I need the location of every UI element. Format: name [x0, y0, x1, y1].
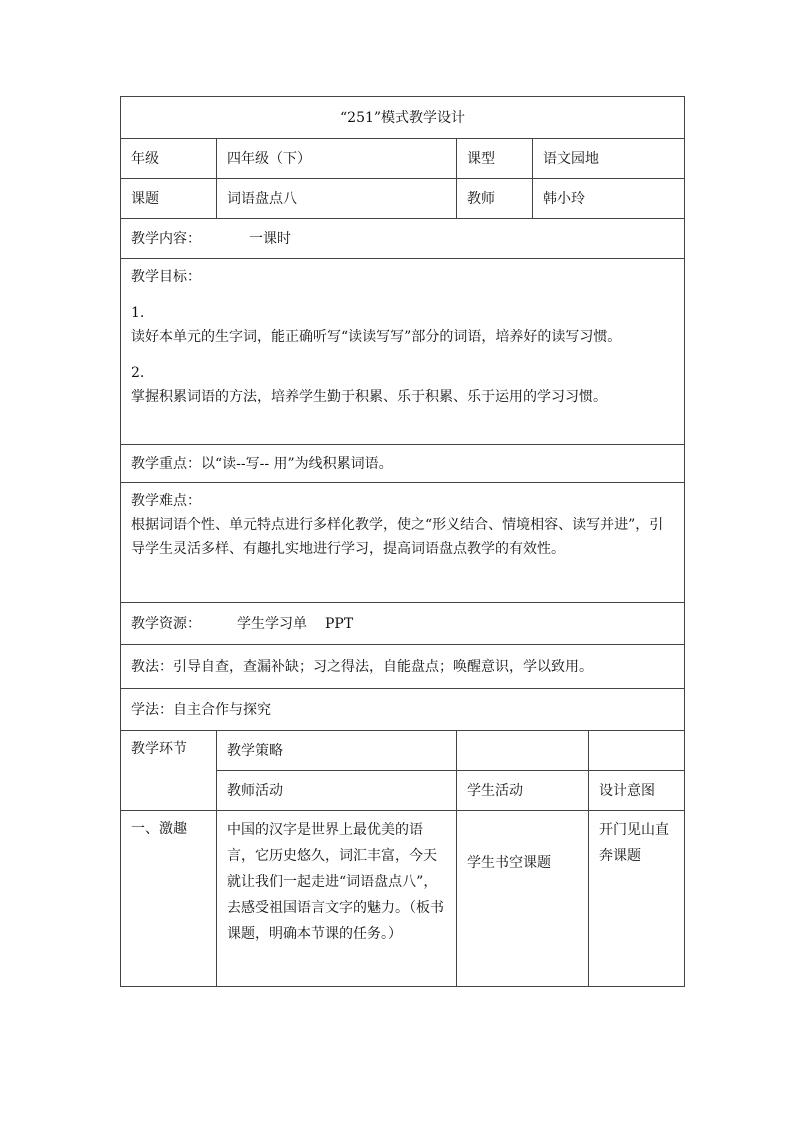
difficulty-cell — [121, 483, 685, 603]
topic-value: 词语盘点八 — [217, 179, 457, 219]
teacher-activity-header: 教师活动 — [217, 771, 457, 811]
objective-1-text: 读好本单元的生字词，能正确听写“读读写写”部分的词语，培养好的读写习惯。 — [131, 329, 622, 345]
teaching-method: 教法：引导自查，查漏补缺；习之得法，自能盘点；唤醒意识，学以致用。 — [121, 645, 685, 689]
step-1-student: 学生书空课题 — [457, 811, 589, 987]
design-intent-header: 设计意图 — [589, 771, 685, 811]
type-label: 课型 — [457, 139, 533, 179]
topic-label: 课题 — [121, 179, 217, 219]
step-header: 教学环节 — [121, 731, 217, 811]
resources-label: 教学资源： — [131, 615, 201, 632]
objective-2-num: 2. — [131, 365, 145, 381]
student-activity-header: 学生活动 — [457, 771, 589, 811]
objectives-label: 教学目标： — [131, 269, 201, 285]
page-title: “251”模式教学设计 — [121, 97, 685, 139]
objective-1-num: 1. — [131, 305, 145, 321]
resources-row — [121, 603, 685, 645]
resources-item-1: 学生学习单 — [237, 615, 307, 632]
lesson-plan-table — [120, 96, 685, 987]
learning-method: 学法：自主合作与探究 — [121, 689, 685, 731]
strategy-header: 教学策略 — [217, 731, 457, 771]
type-value: 语文园地 — [533, 139, 685, 179]
step-1-intent: 开门见山直奔课题 — [589, 811, 685, 987]
resources-item-2: PPT — [325, 615, 354, 632]
content-row — [121, 219, 685, 259]
teacher-value: 韩小玲 — [533, 179, 685, 219]
strategy-empty-1 — [457, 731, 589, 771]
grade-label: 年级 — [121, 139, 217, 179]
content-label: 教学内容： — [131, 230, 201, 247]
difficulty-label: 教学难点： — [131, 493, 201, 509]
step-1-name: 一、激趣 — [121, 811, 217, 987]
grade-value: 四年级（下） — [217, 139, 457, 179]
objective-2-text: 掌握积累词语的方法，培养学生勤于积累、乐于积累、乐于运用的学习习惯。 — [131, 389, 607, 405]
strategy-empty-2 — [589, 731, 685, 771]
key-point: 教学重点：以“读--写-- 用”为线积累词语。 — [121, 445, 685, 483]
content-value: 一课时 — [249, 230, 291, 247]
step-1-teacher: 中国的汉字是世界上最优美的语言，它历史悠久，词汇丰富，今天就让我们一起走进“词语盘点八”，去感受祖国语言文字的魅力。（板书课题，明确本节课的任务。） — [217, 811, 457, 987]
difficulty-text: 根据词语个性、单元特点进行多样化教学，使之“形义结合、情境相容、读写并进”，引导学生灵活多样、有趣扎实地进行学习，提高词语盘点教学的有效性。 — [131, 517, 664, 557]
teacher-label: 教师 — [457, 179, 533, 219]
objectives-cell — [121, 259, 685, 445]
